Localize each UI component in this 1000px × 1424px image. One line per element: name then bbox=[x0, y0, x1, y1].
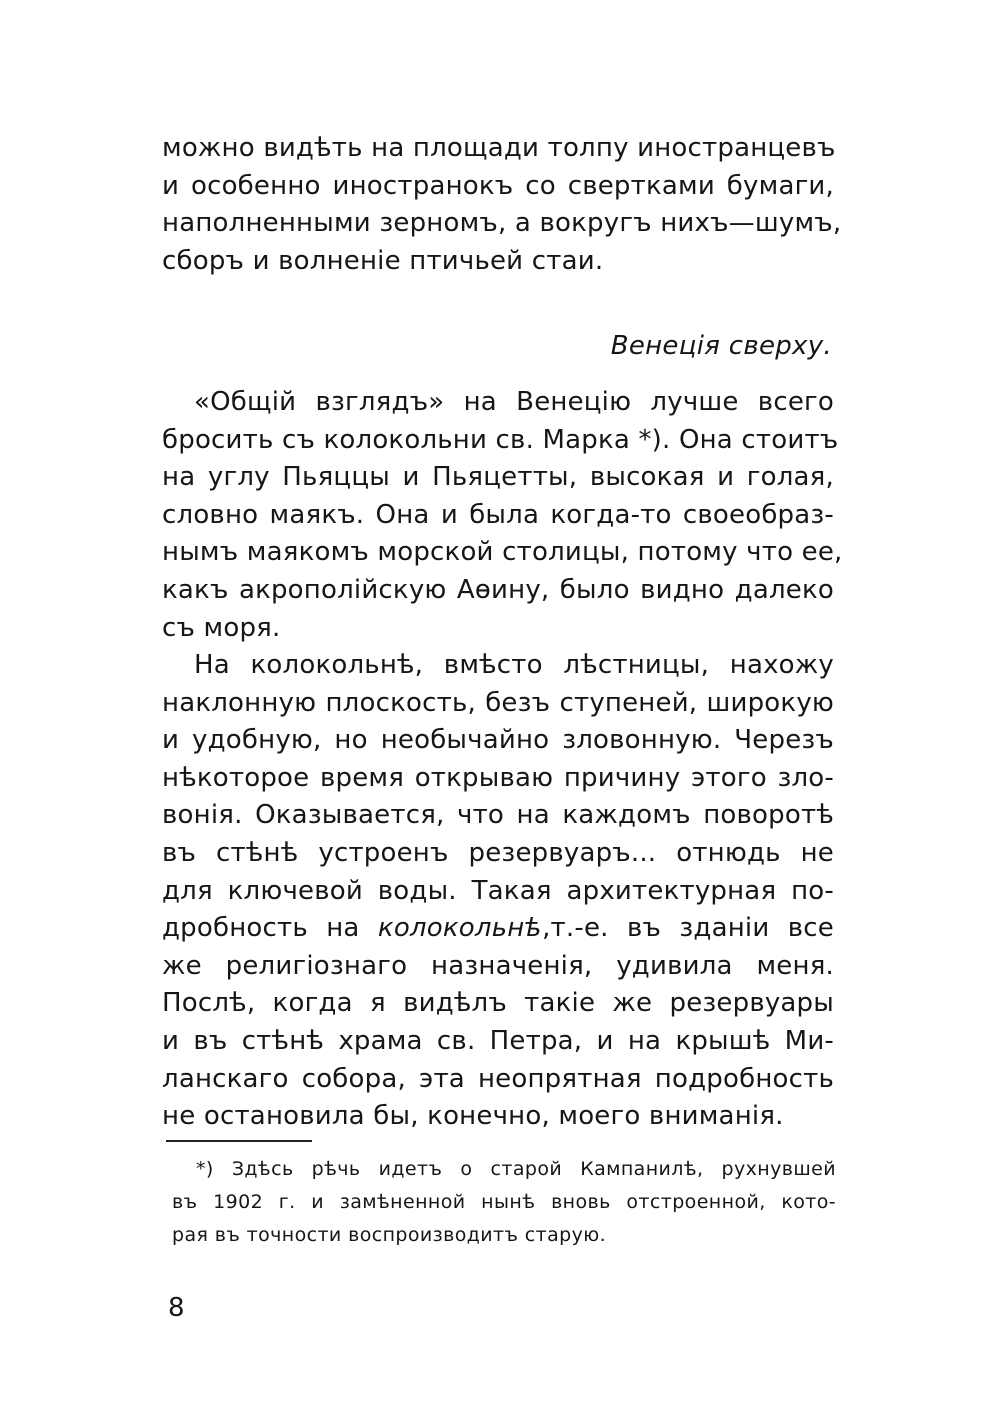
text-line: на углу Пьяццы и Пьяцетты, высокая и голая, bbox=[162, 462, 834, 493]
text-line: словно маякъ. Она и была когда-то своеобраз- bbox=[162, 499, 834, 530]
text-line: и особенно иностранокъ со свертками бумаги, bbox=[162, 170, 834, 201]
footnote-line: рая въ точности воспроизводитъ старую. bbox=[172, 1224, 607, 1246]
text-line: нымъ маякомъ морской столицы, потому что ее, bbox=[162, 537, 843, 568]
text-line: наполненными зерномъ, а вокругъ нихъ—шумъ, bbox=[162, 208, 842, 239]
paragraph-venice-view bbox=[162, 384, 843, 647]
text-line: же религіознаго назначенія, удивила меня. bbox=[162, 950, 834, 981]
text-fragment: ,т.-е. въ зданіи все bbox=[542, 913, 835, 944]
text-line: можно видѣть на площади толпу иностранцевъ bbox=[162, 133, 836, 163]
page-number: 8 bbox=[168, 1293, 185, 1323]
text-line: Послѣ, когда я видѣлъ такіе же резервуары bbox=[162, 988, 834, 1019]
text-line: сборъ и волненіе птичьей стаи. bbox=[162, 245, 604, 276]
footnote bbox=[172, 1153, 836, 1252]
footnote-divider bbox=[166, 1140, 312, 1142]
text-line: и въ стѣнѣ храма св. Петра, и на крышѣ Ми- bbox=[162, 1025, 834, 1056]
text-line-with-italic bbox=[162, 910, 834, 948]
text-line: бросить съ колокольни св. Марка *). Она стоитъ bbox=[162, 424, 839, 455]
text-line: нѣкоторое время открываю причину этого зло- bbox=[162, 762, 834, 793]
text-line: какъ акрополійскую Аѳину, было видно далеко bbox=[162, 574, 834, 605]
text-fragment: дробность на bbox=[162, 913, 378, 944]
text-line: На колокольнѣ, вмѣсто лѣстницы, нахожу bbox=[194, 650, 834, 680]
footnote-line: *) Здѣсь рѣчь идетъ о старой Кампанилѣ, рухнувшей bbox=[196, 1158, 836, 1180]
text-line: съ моря. bbox=[162, 612, 281, 643]
text-line: и удобную, но необычайно зловонную. Черезъ bbox=[162, 725, 834, 756]
text-line: въ стѣнѣ устроенъ резервуаръ... отнюдь не bbox=[162, 837, 834, 868]
paragraph-bell-tower bbox=[162, 647, 834, 1136]
text-line: не остановила бы, конечно, моего вниманія. bbox=[162, 1101, 784, 1132]
text-line: наклонную плоскость, безъ ступеней, широкую bbox=[162, 687, 834, 718]
italic-word: колокольнѣ bbox=[377, 913, 543, 944]
section-heading: Венеція сверху. bbox=[610, 331, 832, 361]
text-line: для ключевой воды. Такая архитектурная по- bbox=[162, 875, 834, 906]
top-paragraph bbox=[162, 130, 842, 280]
text-line: вонія. Оказывается, что на каждомъ поворотѣ bbox=[162, 800, 834, 831]
text-line: «Общій взглядъ» на Венецію лучше всего bbox=[194, 387, 834, 417]
text-line: ланскаго собора, эта неопрятная подробность bbox=[162, 1063, 834, 1094]
footnote-line: въ 1902 г. и замѣненной нынѣ вновь отстроенной, кото- bbox=[172, 1191, 836, 1213]
